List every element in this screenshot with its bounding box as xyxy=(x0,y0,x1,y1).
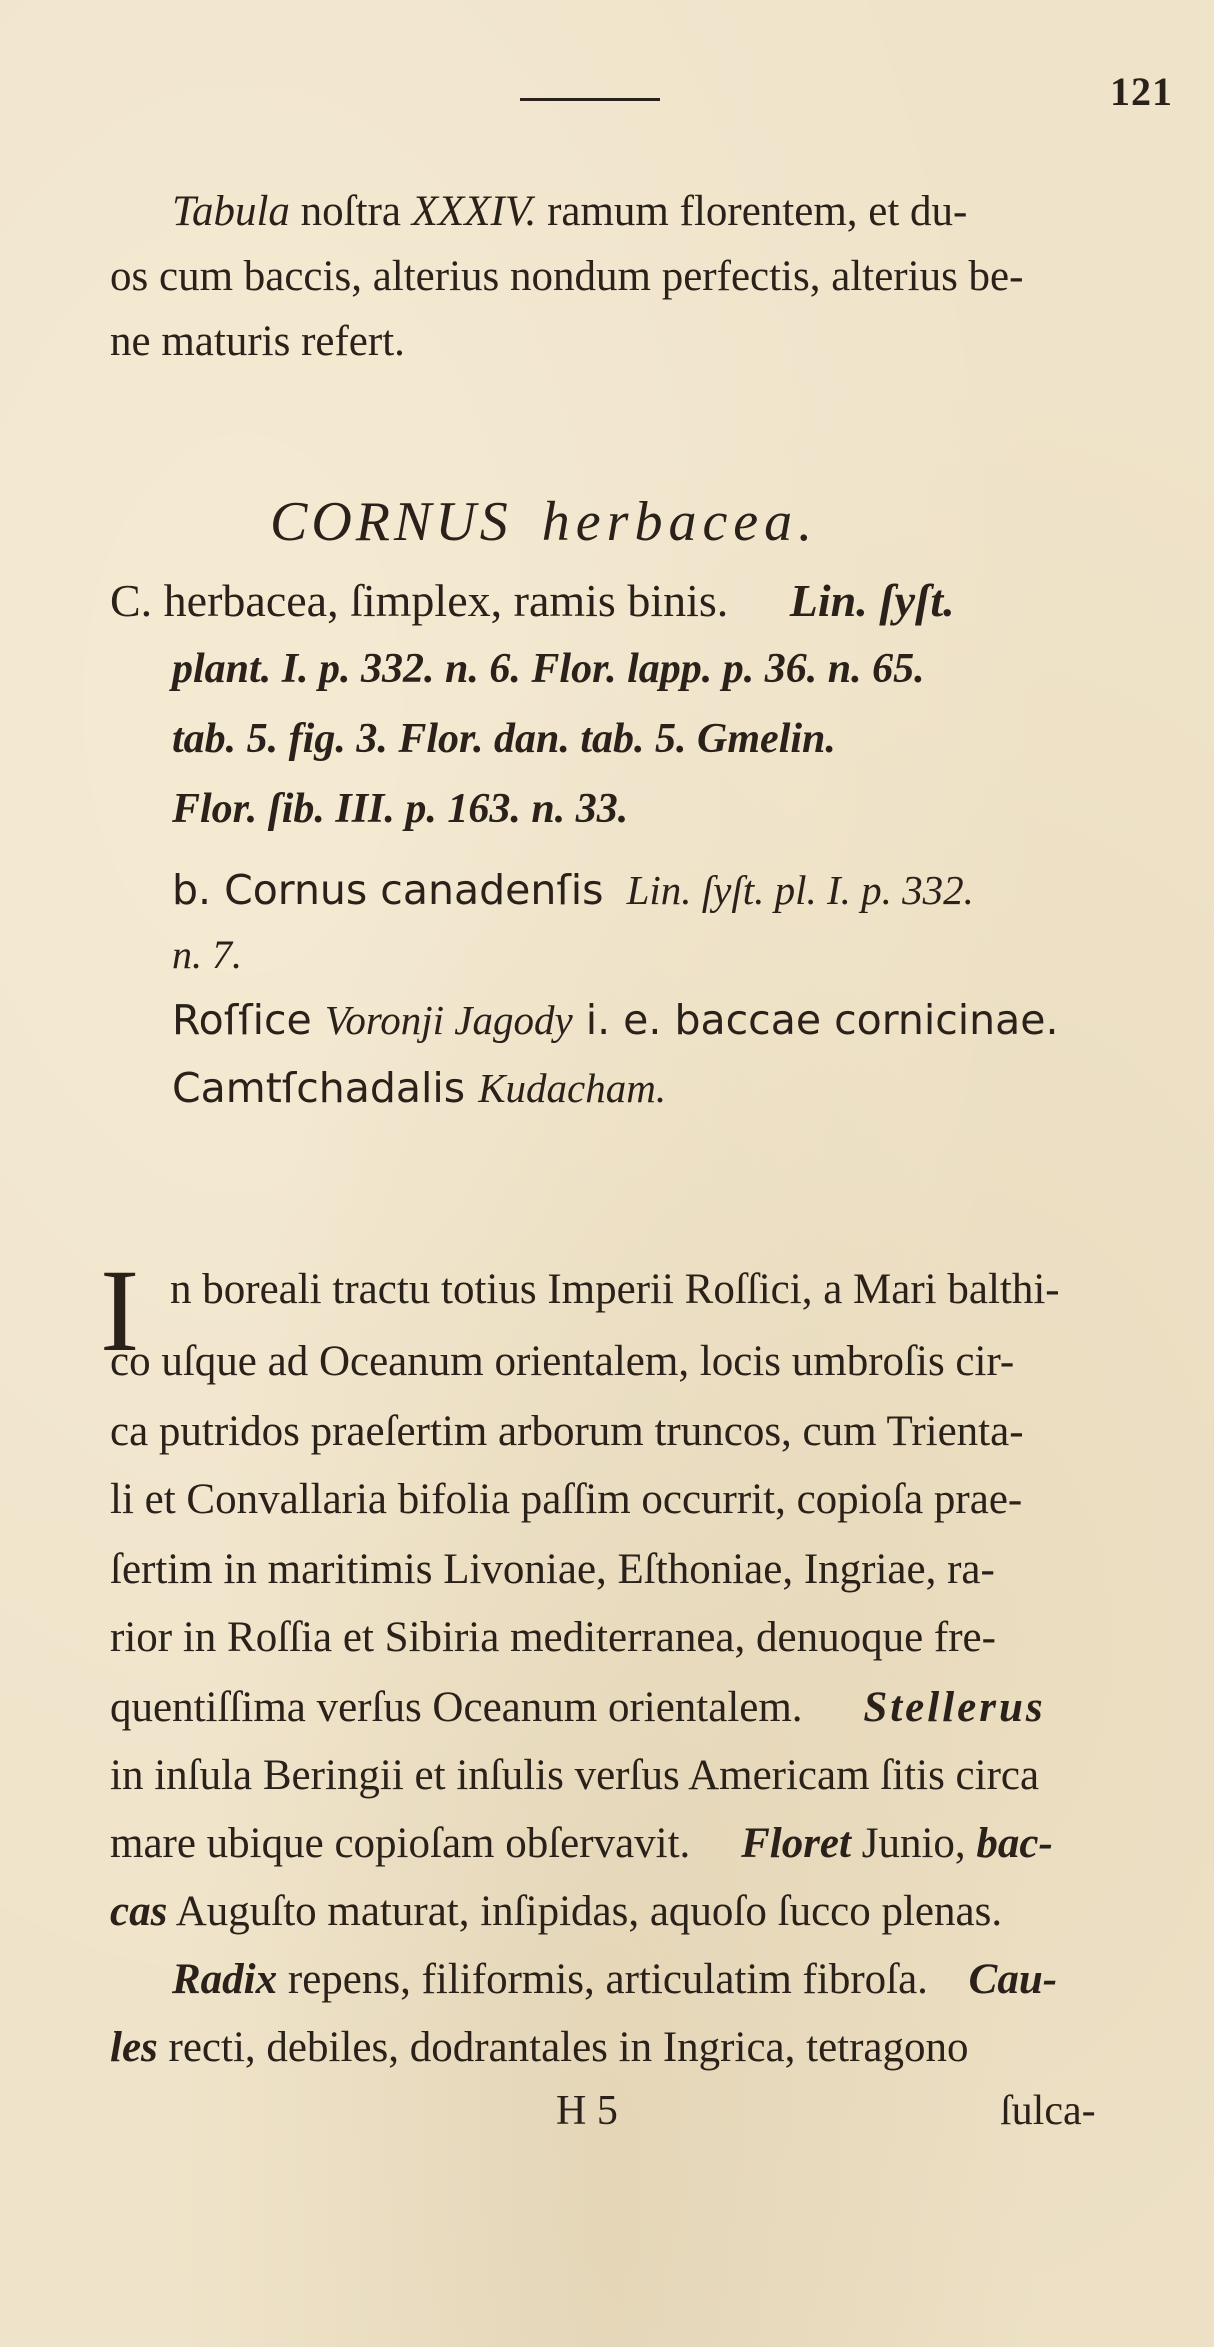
synonym-line-2: plant. I. p. 332. n. 6. Flor. lapp. p. 36. n. 65. xyxy=(172,646,925,692)
intro-text-rest: ramum florentem, et du- xyxy=(536,188,968,235)
intro-italic-tabula: Tabula xyxy=(172,188,290,235)
synonym-line-8: Camtſchadalis Kudacham. xyxy=(172,1064,667,1112)
body-line-4: li et Convallaria bifolia paſſim occurrit, copioſa prae- xyxy=(110,1476,1023,1523)
drop-cap: I xyxy=(100,1245,140,1376)
synonym-line-3: tab. 5. fig. 3. Flor. dan. tab. 5. Gmelin. xyxy=(172,716,836,762)
synonym-line-4: Flor. ſib. III. p. 163. n. 33. xyxy=(172,786,629,832)
synonym-line-1: C. herbacea, ſimplex, ramis binis. Lin. ſyſt. xyxy=(110,575,955,626)
intro-line-3: ne maturis refert. xyxy=(110,318,405,365)
title-genus: CORNUS xyxy=(270,491,512,553)
synonym-line-5: b. Cornus canadenſis Lin. ſyſt. pl. I. p. 332. xyxy=(172,866,974,914)
intro-line-1 xyxy=(172,190,967,233)
species-title xyxy=(270,490,818,554)
header-rule xyxy=(520,98,660,101)
body-line-3: ca putridos praeſertim arborum truncos, cum Trienta- xyxy=(110,1408,1024,1455)
body-line-1: n boreali tractu totius Imperii Roſſici, a Mari balthi- xyxy=(170,1266,1060,1313)
body-line-9: mare ubique copioſam obſervavit. Floret Junio, bac- xyxy=(110,1820,1053,1867)
synonym-line-7: Roſſice Voronji Jagody i. e. baccae cornicinae. xyxy=(172,996,1059,1044)
body-line-7: quentiſſima verſus Oceanum orientalem. Stellerus xyxy=(110,1684,1046,1731)
body-line-12: les recti, debiles, dodrantales in Ingrica, tetragono xyxy=(110,2024,969,2071)
body-line-6: rior in Roſſia et Sibiria mediterranea, denuoque fre- xyxy=(110,1614,996,1661)
catchword: ſulca- xyxy=(1000,2088,1096,2134)
signature-mark: H 5 xyxy=(556,2088,618,2134)
body-line-11: Radix repens, filiformis, articulatim fibroſa. Cau- xyxy=(172,1956,1058,2003)
synonym-line-6: n. 7. xyxy=(172,932,242,977)
body-line-2: co uſque ad Oceanum orientalem, locis umbroſis cir- xyxy=(110,1338,1015,1385)
intro-italic-numeral: XXXIV. xyxy=(411,188,537,235)
intro-text: noſtra xyxy=(289,188,412,235)
title-species: herbacea. xyxy=(541,491,819,553)
body-line-8: in inſula Beringii et inſulis verſus Americam ſitis circa xyxy=(110,1752,1040,1799)
body-line-5: ſertim in maritimis Livoniae, Eſthoniae, Ingriae, ra- xyxy=(110,1546,995,1593)
body-line-10: cas Auguſto maturat, inſipidas, aquoſo ſucco plenas. xyxy=(110,1888,1003,1935)
intro-line-2: os cum baccis, alterius nondum perfectis, alterius be- xyxy=(110,253,1024,300)
page-number: 121 xyxy=(1110,69,1173,114)
